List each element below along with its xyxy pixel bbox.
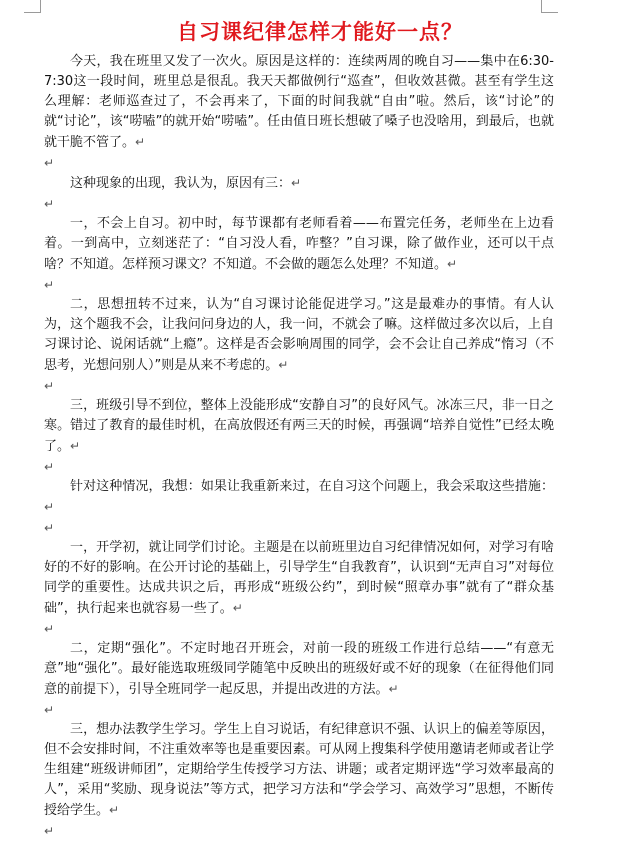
paragraph-mark: ↵ [44,824,55,838]
paragraph-mark: ↵ [44,500,55,514]
paragraph-5[interactable]: 三，班级引导不到位，整体上没能形成“安静自习”的良好风气。冰冻三尺，非一日之寒。错过了教育的最佳时机，在高放假还有两三天的时候，再强调“培养自觉性”已经太晚了。↵ [44,398,554,454]
blank-line[interactable] [44,700,554,720]
document-body[interactable] [44,52,554,841]
paragraph-3[interactable]: 一，不会上自习。初中时，每节课都有老师看着——布置完任务，老师坐在上边看着。一到高中，立刻迷茫了：“自习没人看，咋整？”自习课，除了做作业，还可以干点啥？不知道。怎样预习课文？不知道。不会做的题怎么处理？不知道。↵ [44,216,554,272]
page-corner-mark-left [24,0,41,13]
blank-line[interactable] [44,153,554,173]
paragraph-mark: ↵ [278,358,289,372]
paragraph-mark: ↵ [109,803,120,817]
paragraph-mark: ↵ [135,135,146,149]
paragraph-mark: ↵ [44,521,55,535]
paragraph-mark: ↵ [44,278,55,292]
paragraph-mark: ↵ [70,439,81,453]
paragraph-mark: ↵ [44,379,55,393]
blank-line[interactable] [44,194,554,214]
page-corner-mark-right [541,0,558,13]
paragraph-mark: ↵ [232,601,243,615]
document-title[interactable]: 自习课纪律怎样才能好一点？ [177,20,463,44]
blank-line[interactable] [44,821,554,841]
blank-line[interactable] [44,376,554,396]
paragraph-8[interactable]: 二，定期“强化”。不定时地召开班会，对前一段的班级工作进行总结——“有意无意”地“强化”。最好能选取班级同学随笔中反映出的班级好或不好的现象（在征得他们同意的前提下），引导全班同学一起反思，并提出改进的方法。↵ [44,641,554,697]
blank-line[interactable] [44,518,554,538]
blank-line[interactable] [44,275,554,295]
paragraph-mark: ↵ [44,703,55,717]
paragraph-mark: ↵ [44,197,55,211]
blank-line[interactable] [44,457,554,477]
paragraph-6[interactable]: 针对这种情况，我想：如果让我重新来过，在自习这个问题上，我会采取这些措施：↵ [44,479,554,514]
paragraph-mark: ↵ [291,176,302,190]
paragraph-7[interactable]: 一，开学初，就让同学们讨论。主题是在以前班里边自习纪律情况如何，对学习有啥好的不好的影响。在公开讨论的基础上，引导学生“自我教育”，认识到“无声自习”对每位同学的重要性。达成共识之后，再形成“班级公约”，到时候“照章办事”就有了“群众基础”，执行起来也就容易一些了。↵ [44,540,554,616]
paragraph-mark: ↵ [44,622,55,636]
paragraph-mark: ↵ [388,682,399,696]
paragraph-9[interactable]: 三，想办法教学生学习。学生上自习说话，有纪律意识不强、认识上的偏差等原因，但不会安排时间，不注重效率等也是重要因素。可从网上搜集科学使用邀请老师或者让学生组建“班级讲师团”，定期给学生传授学习方法、讲题；或者定期评选“学习效率最高的人”，采用“奖励、现身说法”等方式，把学习方法和“学会学习、高效学习”思想，不断传授给学生。↵ [44,722,554,818]
paragraph-mark: ↵ [44,460,55,474]
paragraph-4[interactable]: 二，思想扭转不过来，认为“自习课讨论能促进学习。”这是最难办的事情。有人认为，这个题我不会，让我问问身边的人，我一问，不就会了嘛。这样做过多次以后，上自习课讨论、说闲话就“上瘾”。这样是否会影响周围的同学，会不会让自己养成“惰习（不思考，光想问别人）”则是从来不考虑的。↵ [44,297,554,373]
paragraph-mark: ↵ [447,257,458,271]
paragraph-1[interactable]: 今天，我在班里又发了一次火。原因是这样的：连续两周的晚自习——集中在6:30-7:30这一段时间，班里总是很乱。我天天都做例行“巡查”，但收效甚微。甚至有学生这么理解：老师巡查过了，不会再来了，下面的时间我就“自由”啦。然后，该“讨论”的就“讨论”，该“唠嗑”的就开始“唠嗑”。任由值日班长想破了嗓子也没啥用，到最后，也就就干脆不管了。↵ [44,54,554,150]
blank-line[interactable] [44,619,554,639]
paragraph-mark: ↵ [44,156,55,170]
paragraph-2[interactable]: 这种现象的出现，我认为，原因有三：↵ [70,176,302,191]
